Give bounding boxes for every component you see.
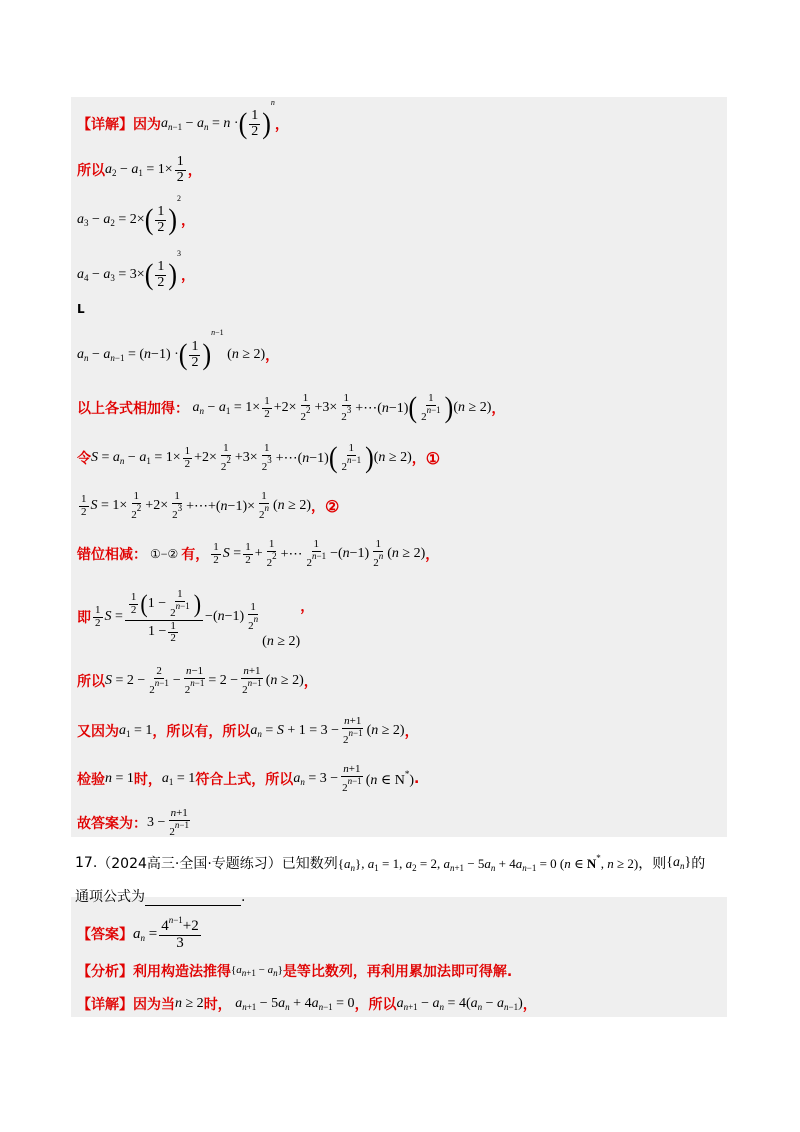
- formula-recurrence: $a_{n-1} - a_n = n$ ·: [161, 116, 239, 132]
- analysis-line: 【分析】利用构造法推得 $\{a_{n+1} - a_n\}$ 是等比数列，再利用累加法即可得解.: [77, 964, 513, 980]
- question-17-line2: 通项公式为 .: [75, 889, 246, 905]
- formula-half-S: S = 1×: [90, 498, 128, 513]
- formula-S-result: S = 2 −: [105, 673, 146, 688]
- detail-line-8: $\frac{1}{2}$ S = 1× $\frac{1}{2^2}$ +2× $\frac{1}{2^3}$ +⋯+(n−1)× $\frac{1}{2^n}$ (n ≥ 2) ， ②: [81, 489, 340, 521]
- detail-line-9: 错位相减： ①−② 有， $\frac{1}{2}$ S = $\frac{1}{2}$ + $\frac{1}{2^2}$ +⋯ $\frac{1}{2^{n-1}}$ −(n−1) $\frac{1}{2^n}$ (n ≥ 2) ，: [77, 537, 440, 569]
- formula-S: $S = a_n - a_1 = 1\times$: [91, 450, 181, 466]
- formula-geometric-sum: $\frac{1}{2}$ ( 1 − $\frac{1}{2^{n-1}}$ ) 1 − $\frac{1}{2}$: [125, 589, 203, 644]
- detail-label: 【详解】因为: [77, 117, 161, 133]
- answer-17-line: 【答案】 $a_n$ = $\frac{4^{n-1}+2}{3}$: [77, 915, 199, 951]
- detail-line-2: 所以 $a_2 - a_1 = 1\times$ $\frac{1}{2}$ ，: [77, 153, 202, 185]
- detail-line-11: 所以 S = 2 − $\frac{2}{2^{n-1}}$ − $\frac{n-1}{2^{n-1}}$ = 2 − $\frac{n+1}{2^{n-1}}$ (n ≥ 2) ，: [77, 664, 318, 696]
- question-conditions: $\{a_n\}$, $a_1 = 1$, $a_2 = 2$, $a_{n+1} - 5a_n + 4a_{n-1} = 0$ (n ∈ N*, n ≥ 2): [337, 853, 639, 873]
- formula-a4-a3: $a_4 - a_3 = 3\times$: [77, 267, 145, 283]
- answer-blank: [145, 891, 241, 906]
- detail-line-5: $a_n - a_{n-1} = (n-1)$ · ( $\frac{1}{2}$ ) n−1 (n ≥ 2) ，: [77, 328, 280, 372]
- formula-subtract: S =: [222, 546, 242, 561]
- formula-an-final: $a_n = 3$ −: [293, 771, 339, 787]
- formula-sum: $a_n - a_1 = 1\times$: [192, 400, 261, 416]
- formula-a2-a1: $a_2 - a_1 = 1\times$: [105, 162, 173, 178]
- detail-line-10: 即 $\frac{1}{2}$ S = $\frac{1}{2}$ ( 1 − $\frac{1}{2^{n-1}}$ ) 1 − $\frac{1}{2}$ −(n−1) $\frac{1}{2^n}$ (n ≥ 2) ，: [77, 588, 315, 649]
- answer-line: 故答案为： 3 − $\frac{n+1}{2^{n-1}}$: [77, 806, 189, 838]
- detail-line-13: 检验 n = 1 时， $a_1 = 1$ 符合上式，所以 $a_n = 3$ − $\frac{n+1}{2^{n-1}}$ (n ∈ N*) .: [77, 762, 420, 794]
- question-17: 17. （2024高三·全国·专题练习）已知数列 $\{a_n\}$, $a_1 = 1$, $a_2 = 2$, $a_{n+1} - 5a_n + 4a_{n-1} = 0$ (n ∈ N*, n ≥ 2) ，则 $\{a_n\}$ 的: [75, 853, 706, 873]
- ellipsis-mark: L: [77, 302, 85, 316]
- detail-line-4: $a_4 - a_3 = 3\times$ ( $\frac{1}{2}$ ) 3 ，: [77, 249, 196, 292]
- detail-line-12: 又因为 $a_1 = 1$ ，所以有，所以 $a_n = S + 1 = 3$ − $\frac{n+1}{2^{n-1}}$ (n ≥ 2) ，: [77, 714, 419, 746]
- detail-line-7: 令 $S = a_n - a_1 = 1\times$ $\frac{1}{2}$ +2× $\frac{1}{2^2}$ +3× $\frac{1}{2^3}$ +⋯(n−1) ( $\frac{1}{2^{n-1}}$ ) (n ≥ 2) ， ①: [77, 440, 441, 475]
- detail-line-6: 以上各式相加得： $a_n - a_1 = 1\times$ $\frac{1}{2}$ +2× $\frac{1}{2^2}$ +3× $\frac{1}{2^3}$ +⋯(n−1) ( $\frac{1}{2^{n-1}}$ ) (n ≥ 2) ，: [77, 390, 506, 425]
- equation-mark-2: ②: [325, 496, 340, 516]
- equation-mark-1: ①: [425, 448, 441, 468]
- question-source: （2024高三·全国·专题练习）已知数列: [97, 856, 338, 872]
- detail-line-3: $a_3 - a_2 = 2\times$ ( $\frac{1}{2}$ ) 2 ，: [77, 194, 196, 237]
- detail-17-line: 【详解】因为当 n ≥ 2 时， $a_{n+1} - 5a_n + 4a_{n-1} = 0$ ，所以 $a_{n+1} - a_n = 4(a_n - a_{n-1})$ ，: [77, 996, 537, 1013]
- detail-line-1: 【详解】因为 $a_{n-1} - a_n = n$ · ( $\frac{1}{2}$ ) n ，: [77, 98, 289, 141]
- question-number: 17.: [75, 855, 98, 871]
- answer-formula: 3 −: [147, 815, 166, 830]
- formula-an-result: $a_n = S + 1 = 3$ −: [250, 723, 339, 739]
- formula-an-an1: $a_n - a_{n-1} = (n-1)$ ·: [77, 347, 179, 363]
- formula-a3-a2: $a_3 - a_2 = 2\times$: [77, 212, 145, 228]
